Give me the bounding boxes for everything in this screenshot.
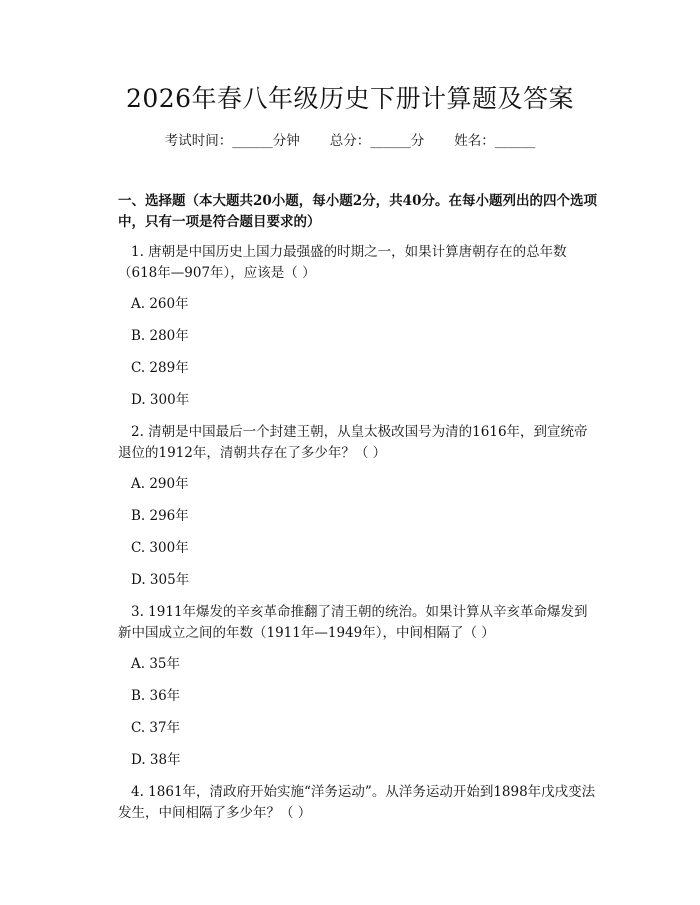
- question-3: 3. 1911年爆发的辛亥革命推翻了清王朝的统治。如果计算从辛亥革命爆发到新中国成立之间的年数（1911年—1949年），中间相隔了（ ）: [118, 604, 588, 641]
- page-title: 2026年春八年级历史下册计算题及答案: [125, 84, 575, 113]
- question-1-option-c: C. 289年: [131, 360, 189, 376]
- question-4: 4. 1861年，清政府开始实施“洋务运动”。从洋务运动开始到1898年戊戌变法发生，中间相隔了多少年？（ ）: [118, 784, 596, 821]
- student-name: 姓名：______: [454, 133, 536, 149]
- question-3-option-b: B. 36年: [131, 688, 181, 704]
- question-3-option-c: C. 37年: [131, 720, 181, 736]
- question-1-option-d: D. 300年: [131, 392, 190, 408]
- question-2-option-d: D. 305年: [131, 572, 190, 588]
- question-2-option-c: C. 300年: [131, 540, 189, 556]
- question-2: 2. 清朝是中国最后一个封建王朝，从皇太极改国号为清的1616年，到宣统帝退位的1912年，清朝共存在了多少年？（ ）: [118, 424, 588, 461]
- question-2-option-a: A. 290年: [131, 476, 189, 492]
- exam-meta: [0, 131, 700, 151]
- section-heading: 一、选择题（本大题共20小题，每小题2分，共40分。在每小题列出的四个选项中，只有一项是符合题目要求的）: [118, 193, 597, 230]
- question-1: 1. 唐朝是中国历史上国力最强盛的时期之一，如果计算唐朝存在的总年数（618年—907年），应该是（ ）: [118, 244, 567, 281]
- question-3-option-a: A. 35年: [131, 656, 181, 672]
- exam-time: 考试时间：______分钟: [164, 133, 300, 149]
- question-1-option-a: A. 260年: [131, 296, 189, 312]
- question-2-option-b: B. 296年: [131, 508, 189, 524]
- exam-score: 总分：______分: [329, 133, 425, 149]
- question-1-option-b: B. 280年: [131, 328, 189, 344]
- question-3-option-d: D. 38年: [131, 752, 181, 768]
